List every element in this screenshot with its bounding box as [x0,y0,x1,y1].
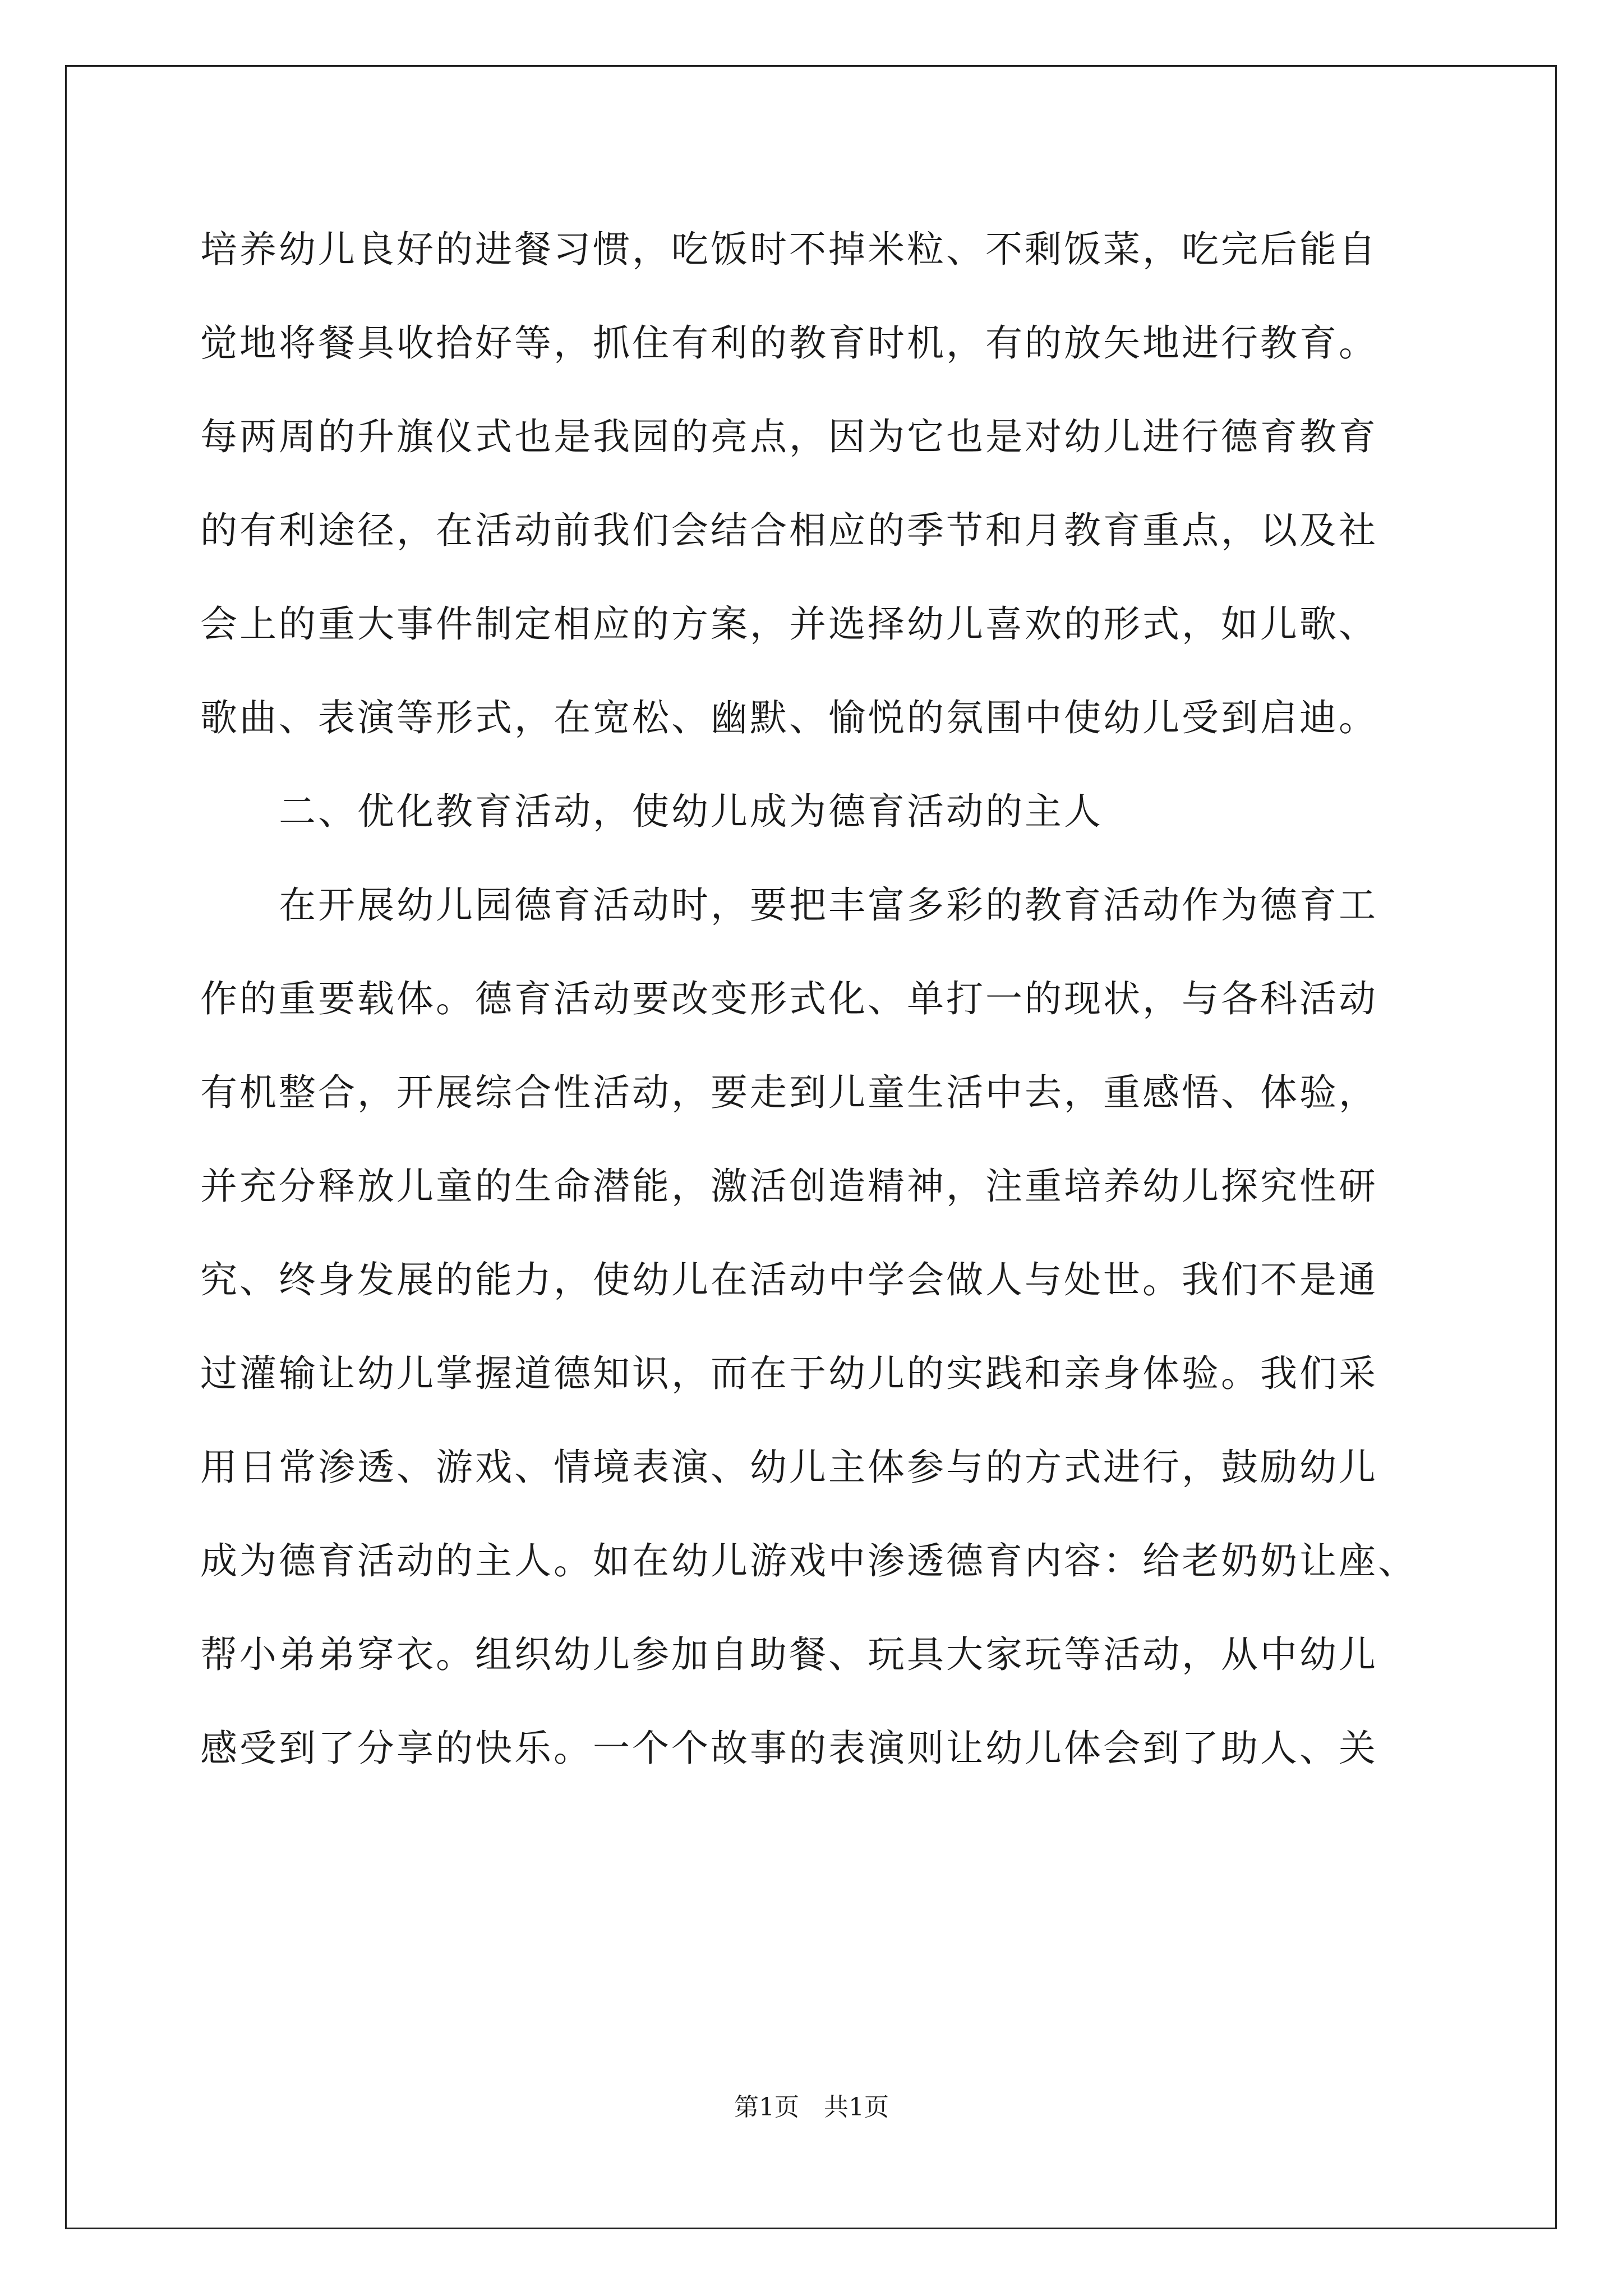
text-line: 过灌输让幼儿掌握道德知识，而在于幼儿的实践和亲身体验。我们采 [200,1352,1378,1395]
text-line: 的有利途径，在活动前我们会结合相应的季节和月教育重点，以及社 [200,509,1378,552]
text-line: 每两周的升旗仪式也是我园的亮点，因为它也是对幼儿进行德育教育 [200,415,1378,458]
text-line: 感受到了分享的快乐。一个个故事的表演则让幼儿体会到了助人、关 [200,1727,1378,1770]
text-line: 帮小弟弟穿衣。组织幼儿参加自助餐、玩具大家玩等活动，从中幼儿 [200,1633,1378,1676]
text-line: 用日常渗透、游戏、情境表演、幼儿主体参与的方式进行，鼓励幼儿 [200,1446,1378,1489]
text-line: 在开展幼儿园德育活动时，要把丰富多彩的教育活动作为德育工 [200,884,1378,927]
text-line: 觉地将餐具收拾好等，抓住有利的教育时机，有的放矢地进行教育。 [200,321,1378,365]
section-heading: 二、优化教育活动，使幼儿成为德育活动的主人 [200,790,1103,833]
text-line: 培养幼儿良好的进餐习惯，吃饭时不掉米粒、不剩饭菜，吃完后能自 [200,228,1378,271]
text-line: 歌曲、表演等形式，在宽松、幽默、愉悦的氛围中使幼儿受到启迪。 [200,696,1378,739]
text-line: 作的重要载体。德育活动要改变形式化、单打一的现状，与各科活动 [200,977,1378,1020]
text-line: 成为德育活动的主人。如在幼儿游戏中渗透德育内容：给老奶奶让座、 [200,1539,1417,1582]
text-line: 会上的重大事件制定相应的方案，并选择幼儿喜欢的形式，如儿歌、 [200,602,1378,646]
page-footer: 第1页 共1页 [734,2093,889,2122]
text-line: 究、终身发展的能力，使幼儿在活动中学会做人与处世。我们不是通 [200,1258,1378,1301]
text-line: 有机整合，开展综合性活动，要走到儿童生活中去，重感悟、体验， [200,1071,1378,1114]
page-border [65,65,1557,2229]
text-line: 并充分释放儿童的生命潜能，激活创造精神，注重培养幼儿探究性研 [200,1165,1378,1208]
